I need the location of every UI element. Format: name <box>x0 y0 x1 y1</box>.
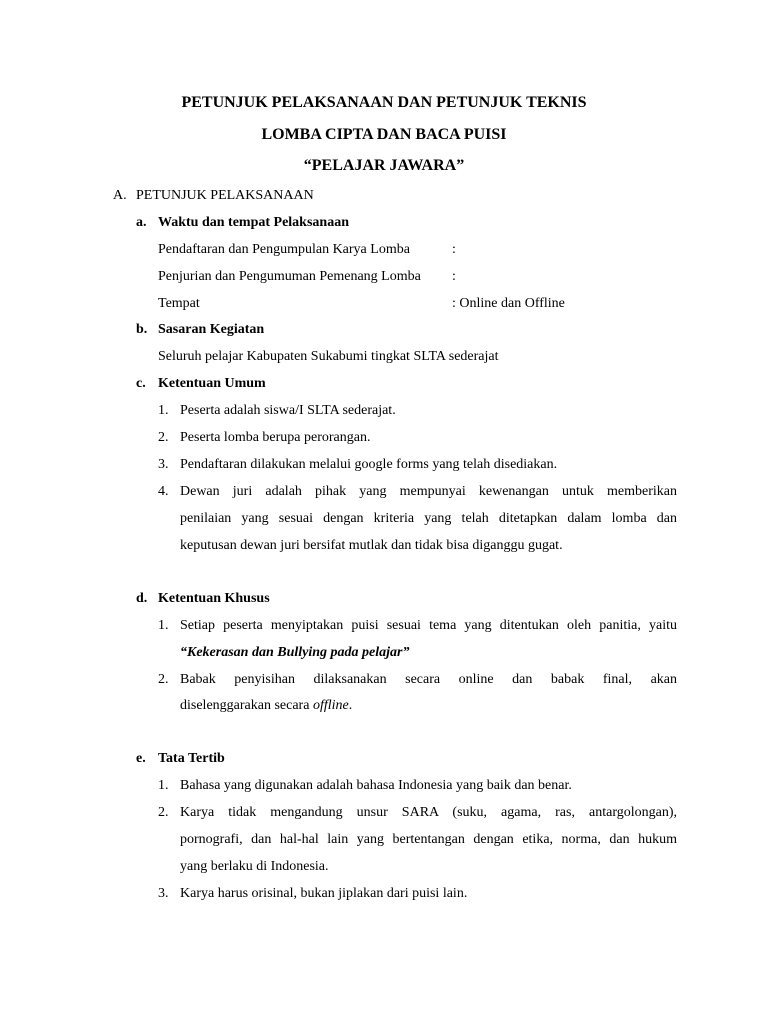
list-item-text: Peserta adalah siswa/I SLTA sederajat. <box>180 403 396 418</box>
list-item-text: pornografi, dan hal-hal lain yang bertentangan dengan etika, norma, dan hukum <box>180 832 677 847</box>
doc-title-line-1: PETUNJUK PELAKSANAAN DAN PETUNJUK TEKNIS <box>181 94 587 111</box>
list-number: 3. <box>158 886 169 901</box>
sub-b-marker: b. <box>136 322 148 337</box>
schedule-value-judging: : <box>452 269 456 284</box>
list-item-text: Dewan juri adalah pihak yang mempunyai kewenangan untuk memberikan <box>180 484 677 499</box>
text-span: . <box>348 698 353 713</box>
schedule-label-judging: Penjurian dan Pengumuman Pemenang Lomba <box>158 269 421 284</box>
offline-emphasis: offline <box>312 698 349 713</box>
schedule-value-registration: : <box>452 242 456 257</box>
list-item-text: Peserta lomba berupa perorangan. <box>180 430 371 445</box>
list-item-text: Karya tidak mengandung unsur SARA (suku, agama, ras, antargolongan), <box>180 805 677 820</box>
list-item-text: yang berlaku di Indonesia. <box>180 859 329 874</box>
doc-title-line-3: “PELAJAR JAWARA” <box>303 157 465 174</box>
list-number: 1. <box>158 618 169 633</box>
list-item-text: keputusan dewan juri bersifat mutlak dan tidak bisa diganggu gugat. <box>180 538 563 553</box>
section-a-heading: PETUNJUK PELAKSANAAN <box>136 188 314 203</box>
sub-a-heading: Waktu dan tempat Pelaksanaan <box>158 215 349 230</box>
sub-c-heading: Ketentuan Umum <box>158 376 266 391</box>
sub-b-heading: Sasaran Kegiatan <box>158 322 265 337</box>
list-item-text: Setiap peserta menyiptakan puisi sesuai tema yang ditentukan oleh panitia, yaitu <box>180 618 677 633</box>
sub-a-marker: a. <box>136 215 147 230</box>
list-item-text: Bahasa yang digunakan adalah bahasa Indonesia yang baik dan benar. <box>180 778 572 793</box>
target-audience-text: Seluruh pelajar Kabupaten Sukabumi tingkat SLTA sederajat <box>158 349 499 364</box>
doc-title-line-2: LOMBA CIPTA DAN BACA PUISI <box>261 126 507 143</box>
schedule-label-place: Tempat <box>158 296 200 311</box>
sub-c-marker: c. <box>136 376 146 391</box>
sub-e-heading: Tata Tertib <box>158 751 225 766</box>
list-item-text: Pendaftaran dilakukan melalui google forms yang telah disediakan. <box>180 457 558 472</box>
sub-e-marker: e. <box>136 751 146 766</box>
schedule-label-registration: Pendaftaran dan Pengumpulan Karya Lomba <box>158 242 410 257</box>
competition-theme: “Kekerasan dan Bullying pada pelajar” <box>180 645 410 660</box>
list-number: 3. <box>158 457 169 472</box>
list-number: 2. <box>158 805 169 820</box>
list-number: 4. <box>158 484 169 499</box>
list-number: 2. <box>158 672 169 687</box>
list-number: 1. <box>158 778 169 793</box>
list-number: 1. <box>158 403 169 418</box>
list-item-text: Babak penyisihan dilaksanakan secara online dan babak final, akan <box>180 672 677 687</box>
schedule-value-place: : Online dan Offline <box>452 296 565 311</box>
text-span: diselenggarakan secara <box>180 698 313 713</box>
section-a-marker: A. <box>113 188 127 203</box>
sub-d-heading: Ketentuan Khusus <box>158 591 270 606</box>
sub-d-marker: d. <box>136 591 148 606</box>
list-item-text <box>180 697 352 715</box>
list-item-text: penilaian yang sesuai dengan kriteria yang telah ditetapkan dalam lomba dan <box>180 511 677 526</box>
list-number: 2. <box>158 430 169 445</box>
list-item-text: Karya harus orisinal, bukan jiplakan dari puisi lain. <box>180 886 468 901</box>
